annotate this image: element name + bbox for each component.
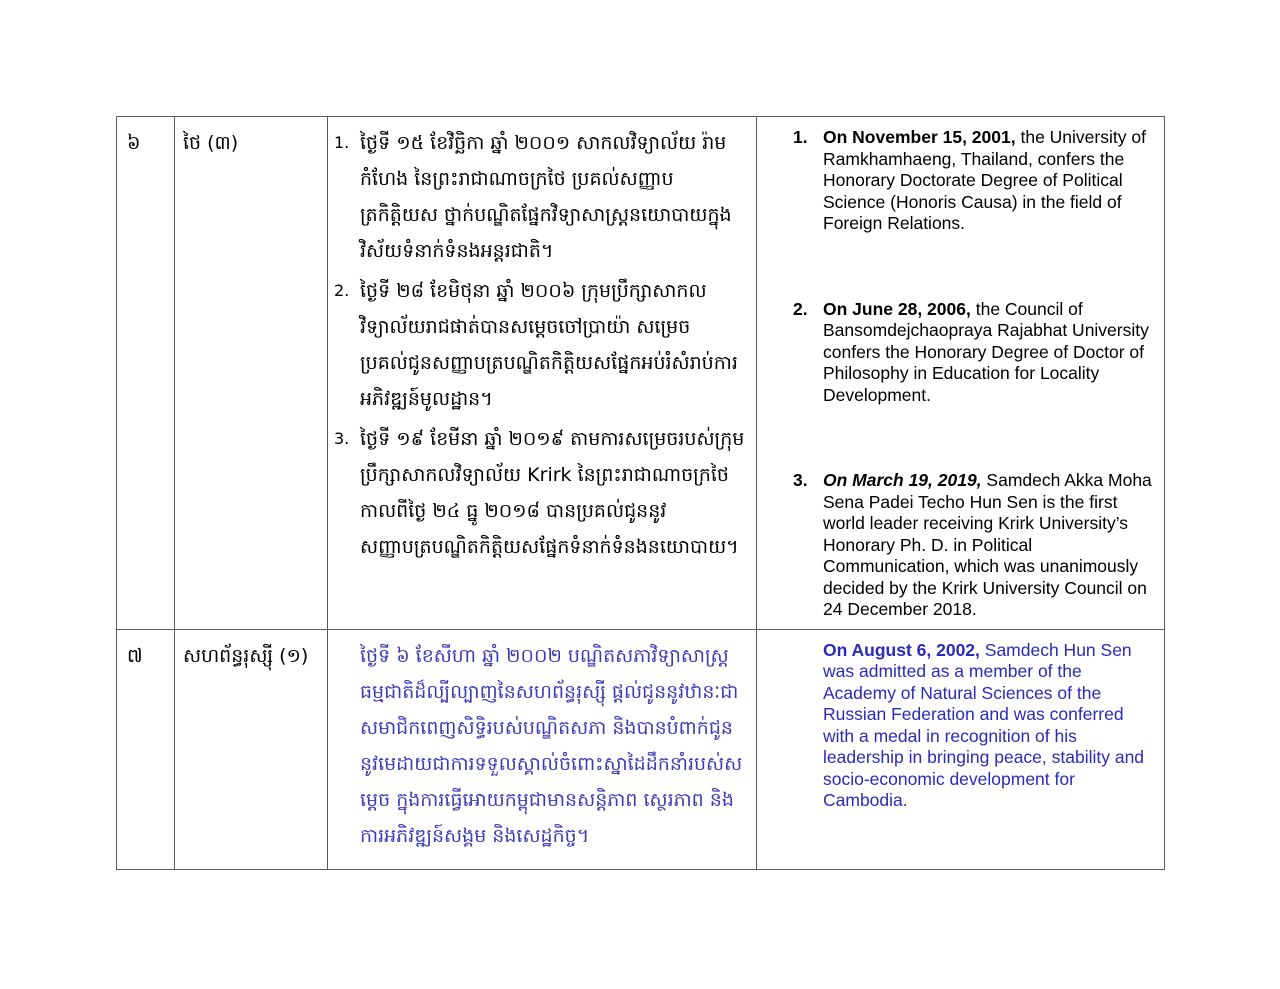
country-cell: ថៃ (៣) bbox=[175, 117, 328, 630]
table-row bbox=[117, 117, 1165, 630]
award-table bbox=[116, 116, 1165, 870]
list-item: 1. ថ្ងៃទី ១៥ ខែវិច្ឆិកា ឆ្នាំ ២០០១ សាកលវិទ្យាល័យ រ៉ាមកំហែង នៃព្រះរាជាណាចក្រថៃ ប្រគល់សញ្ញាបត្រកិត្តិយស ថ្នាក់បណ្ឌិតផ្នែកវិទ្យាសាស្ត្រនយោបាយក្នុងវិស័យទំនាក់ទំនងអន្តរជាតិ។ bbox=[334, 132, 732, 262]
row-number: ៧ bbox=[117, 629, 175, 869]
list-item: 3. On March 19, 2019, Samdech Akka Moha Sena Padei Techo Hun Sen is the first world leader receiving Krirk University’s Honorary Ph. D. in Political Communication, which was unanimously decided by the Krirk University Council on 24 December 2018. bbox=[793, 470, 1152, 619]
table-row bbox=[117, 629, 1165, 869]
english-cell bbox=[757, 629, 1165, 869]
english-text: On August 6, 2002, Samdech Hun Sen was admitted as a member of the Academy of Natural Sciences of the Russian Federation and was conferred with a medal in recognition of his leadership in bringing peace, stability and socio-economic development for Cambodia. bbox=[823, 639, 1145, 810]
list-item: 3. ថ្ងៃទី ១៩ ខែមីនា ឆ្នាំ ២០១៩ តាមការសម្រេចរបស់ក្រុមប្រឹក្សាសាកលវិទ្យាល័យ Krirk នៃព្រះរាជាណាចក្រថៃ កាលពីថ្ងៃ ២៤ ធ្នូ ២០១៨ បានប្រគល់ជូននូវសញ្ញាបត្របណ្ឌិតកិត្តិយសផ្នែកទំនាក់ទំនងនយោបាយ។ bbox=[334, 428, 745, 558]
list-item: 2. ថ្ងៃទី ២៨ ខែមិថុនា ឆ្នាំ ២០០៦ ក្រុមប្រឹក្សាសាកលវិទ្យាល័យរាជផាត់បានសម្តេចចៅប្រាយ៉ា សម្រេចប្រគល់ជូនសញ្ញាបត្របណ្ឌិតកិត្តិយសផ្នែកអប់រំសំរាប់ការអភិវឌ្ឍន៍មូលដ្ឋាន។ bbox=[334, 280, 738, 410]
country-cell: សហព័ន្ធរុស្ស៊ី (១) bbox=[175, 629, 328, 869]
list-item: 1. On November 15, 2001, the University of Ramkhamhaeng, Thailand, confers the Honorary Doctorate Degree of Political Science (Honoris Causa) in the field of Foreign Relations. bbox=[793, 127, 1146, 233]
khmer-cell bbox=[328, 117, 757, 630]
english-cell bbox=[757, 117, 1165, 630]
khmer-cell bbox=[328, 629, 757, 869]
list-item: 2. On June 28, 2006, the Council of Bansomdejchaopraya Rajabhat University confers the Honorary Degree of Doctor of Philosophy in Education for Locality Development. bbox=[793, 298, 1149, 405]
row-number: ៦ bbox=[117, 117, 175, 630]
khmer-text: ថ្ងៃទី ៦ ខែសីហា ឆ្នាំ ២០០២ បណ្ឌិតសភាវិទ្យាសាស្ត្រធម្មជាតិដ៏ល្បីល្បាញនៃសហព័ន្ធរុស្ស៊ី ផ្តល់ជូននូវឋានៈជា សមាជិកពេញសិទ្ធិរបស់បណ្ឌិតសភា និងបានបំពាក់ជូននូវមេដាយជាការទទួលស្គាល់ចំពោះស្នាដៃដឹកនាំរបស់សម្តេច ក្នុងការធ្វើអោយកម្ពុជាមានសន្តិភាព ស្ថេរភាព និងការអភិវឌ្ឍន៍សង្គម និងសេដ្ឋកិច្ច។ bbox=[360, 644, 743, 847]
